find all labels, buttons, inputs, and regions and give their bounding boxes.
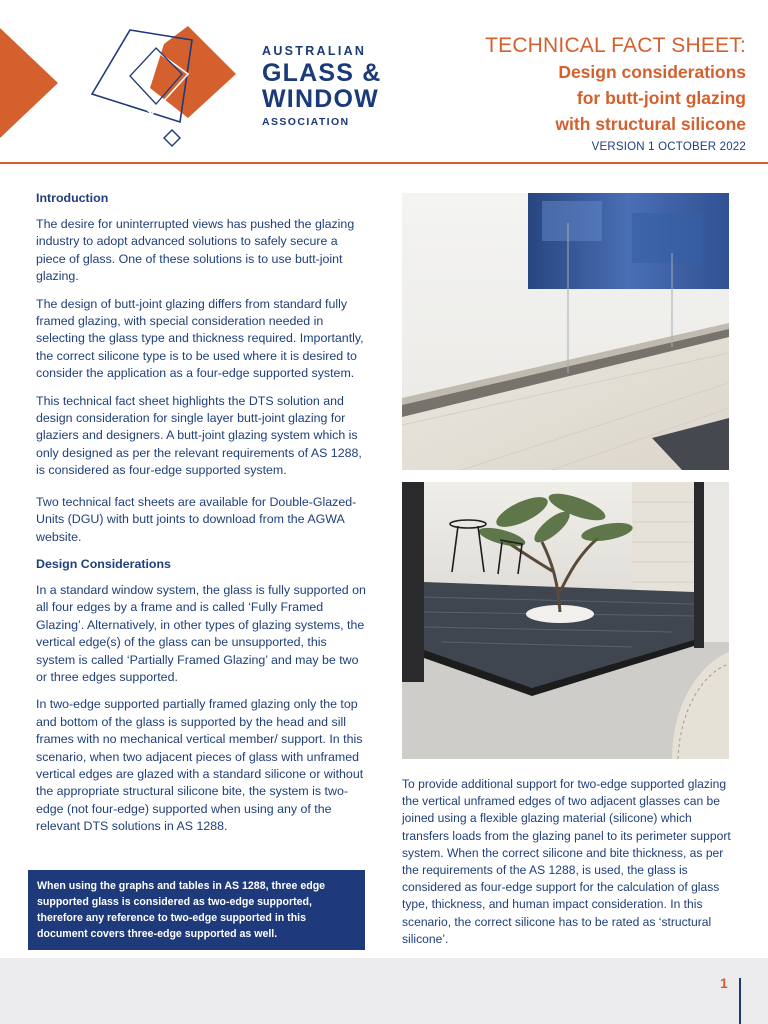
logo-line-window: WINDOW [262, 85, 379, 113]
callout-box: When using the graphs and tables in AS 1288, three edge supported glass is considered as two-edge supported, therefore any reference to two-edge supported in this document covers three-edge supported as well. [28, 870, 365, 950]
header-divider [0, 162, 768, 164]
intro-paragraph-3: This technical fact sheet highlights the DTS solution and design consideration for single layer butt-joint glazing for glaziers and designers. A butt-joint glazing system which is only designed as per the relevant requirements of AS 1288, is considered as four-edge supported system. [36, 393, 362, 478]
orange-chevron-icon [0, 28, 60, 138]
title-kicker: TECHNICAL FACT SHEET: [485, 34, 746, 57]
title-line-2: for butt-joint glazing [576, 88, 746, 108]
right-column [402, 776, 742, 948]
intro-paragraph-2: The design of butt-joint glazing differs from standard fully framed glazing, with special consideration needed in selecting the glass type and thickness required. Importantly, the correct silicone type is to be used where it is desired to consider the application as a four-edge supported system. [36, 296, 364, 381]
intro-heading: Introduction [36, 191, 109, 205]
logo-line-australian: AUSTRALIAN [262, 44, 367, 58]
page-number-rule [739, 978, 741, 1024]
page-number: 1 [720, 975, 728, 991]
intro-paragraph-1: The desire for uninterrupted views has pushed the glazing industry to adopt advanced solutions to safely secure a piece of glass. One of these solutions is to use butt-joint glazing. [36, 217, 355, 284]
design-paragraph-2: In two-edge supported partially framed glazing only the top and bottom of the glass is supported by the head and sill frames with no mechanical vertical member/ support. In this scenario, when two adjacent pieces of glass with unframed vertical edges are glazed with a standard silicone or without the appropriate structural silicone bite, the system is two-edge (not four-edge) supported when using any of the relevant DTS solutions in AS 1288. [36, 697, 364, 834]
design-paragraph-1: In a standard window system, the glass is fully supported on all four edges by a frame and is called ‘Fully Framed Glazing’. Alternatively, in other types of glazing systems, the vertical edge(s) of the glass can be unsupported, this system is called ‘Partially Framed Glazing’ and may be two or three edges supported. [36, 582, 366, 684]
right-paragraph: To provide additional support for two-edge supported glazing the vertical unframed edges of two adjacent glasses can be joined using a flexible glazing material (silicone) which transfers loads from the glazing panel to its perimeter support system. When the correct silicone and bite thickness, as per the requirements of the AS 1288, is used, the glass is considered as four-edge support for the calculation of glass type, thickness, and human impact consideration. In this scenario, the correct silicone has to be rated as ‘structural silicone’. [402, 777, 731, 946]
page-header [0, 0, 768, 160]
version-label: VERSION 1 OCTOBER 2022 [591, 141, 746, 153]
butt-joint-glazing-photo [402, 193, 729, 470]
title-line-3: with structural silicone [555, 114, 746, 134]
agwa-logo-mark-icon [86, 22, 246, 152]
design-heading: Design Considerations [36, 556, 171, 571]
document-title [485, 34, 746, 136]
left-column [36, 190, 368, 846]
logo-line-association: ASSOCIATION [262, 116, 350, 128]
logo-line-glass: GLASS & [262, 59, 382, 87]
glazed-courtyard-photo [402, 482, 729, 759]
title-line-1: Design considerations [558, 62, 746, 82]
page-footer [0, 958, 768, 1024]
intro-paragraph-4: Two technical fact sheets are available for Double-Glazed-Units (DGU) with butt joints to download from the AGWA website. [36, 494, 357, 544]
agwa-logo-text [262, 44, 382, 129]
